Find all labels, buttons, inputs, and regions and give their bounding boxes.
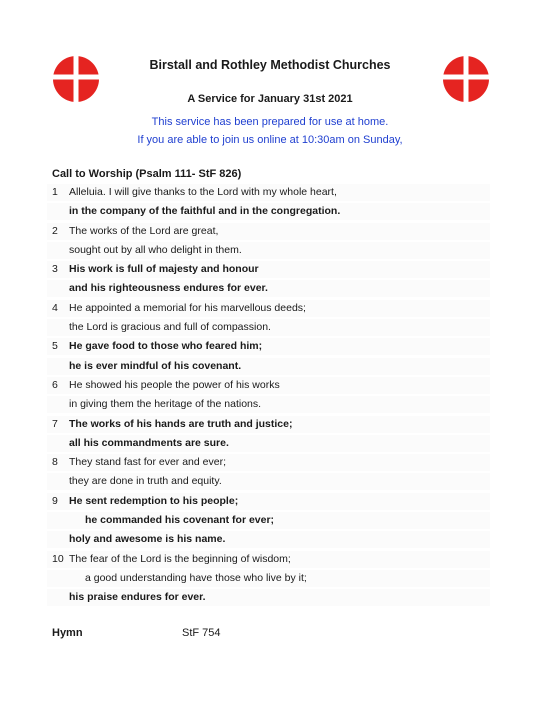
verse-text: in giving them the heritage of the nations.: [69, 398, 262, 411]
verse-text: the Lord is gracious and full of compassion.: [69, 321, 271, 334]
response-text: his praise endures for ever.: [69, 591, 206, 604]
section-heading: Call to Worship (Psalm 111- StF 826): [52, 168, 242, 180]
psalm-response: [47, 338, 490, 355]
psalm-line: [47, 377, 490, 394]
verse-text: He showed his people the power of his works: [69, 378, 280, 391]
verse-number: 10: [52, 552, 64, 565]
response-text: His work is full of majesty and honour: [69, 263, 259, 276]
verse-number: 2: [52, 224, 58, 237]
response-text: in the company of the faithful and in the congregation.: [69, 205, 341, 218]
psalm-line: [47, 473, 490, 490]
intro-note: This service has been prepared for use at home.: [151, 116, 389, 128]
psalm-line: [47, 570, 490, 587]
psalm-line: [47, 396, 490, 413]
page-title: Birstall and Rothley Methodist Churches: [149, 58, 391, 72]
verse-text: He appointed a memorial for his marvellous deeds;: [69, 301, 306, 314]
verse-text: they are done in truth and equity.: [69, 475, 222, 488]
psalm-response: [47, 589, 490, 606]
psalm-line: [47, 551, 490, 568]
psalm-response: [47, 358, 490, 375]
verse-text: a good understanding have those who live by it;: [85, 571, 307, 584]
hymn-number: StF 754: [182, 627, 221, 639]
psalm-line: [47, 242, 490, 259]
online-note: If you are able to join us online at 10:30am on Sunday,: [137, 134, 403, 146]
response-text: and his righteousness endures for ever.: [69, 282, 268, 295]
verse-text: Alleluia. I will give thanks to the Lord with my whole heart,: [69, 186, 337, 198]
verse-text: The fear of the Lord is the beginning of wisdom;: [69, 552, 291, 565]
verse-number: 1: [52, 186, 58, 198]
psalm-line: [47, 223, 490, 240]
psalm-response: [47, 531, 490, 548]
psalm-response: [47, 261, 490, 278]
response-text: all his commandments are sure.: [69, 436, 229, 449]
response-text: He sent redemption to his people;: [69, 494, 239, 507]
verse-number: 6: [52, 378, 58, 391]
response-text: he commanded his covenant for ever;: [85, 514, 275, 527]
psalm-response: [47, 416, 490, 433]
response-text: he is ever mindful of his covenant.: [69, 359, 242, 372]
psalm-line: [47, 319, 490, 336]
verse-text: The works of the Lord are great,: [69, 224, 219, 237]
hymn-label: Hymn: [52, 627, 83, 639]
verse-number: 8: [52, 456, 58, 469]
psalm-line: [47, 300, 490, 317]
psalm-lines: [47, 184, 490, 609]
psalm-response: [47, 203, 490, 220]
verse-text: sought out by all who delight in them.: [69, 243, 242, 256]
service-date: A Service for January 31st 2021: [187, 93, 353, 105]
verse-number: 9: [52, 494, 58, 507]
psalm-line: [47, 454, 490, 471]
psalm-response: [47, 512, 490, 529]
response-text: The works of his hands are truth and justice;: [69, 417, 293, 430]
verse-text: They stand fast for ever and ever;: [69, 456, 226, 469]
psalm-response: [47, 435, 490, 452]
verse-number: 4: [52, 301, 58, 314]
response-text: holy and awesome is his name.: [69, 533, 226, 546]
response-text: He gave food to those who feared him;: [69, 340, 263, 353]
psalm-line: [47, 184, 490, 201]
psalm-response: [47, 493, 490, 510]
verse-number: 3: [52, 263, 58, 276]
verse-number: 7: [52, 417, 58, 430]
psalm-response: [47, 280, 490, 297]
verse-number: 5: [52, 340, 58, 353]
